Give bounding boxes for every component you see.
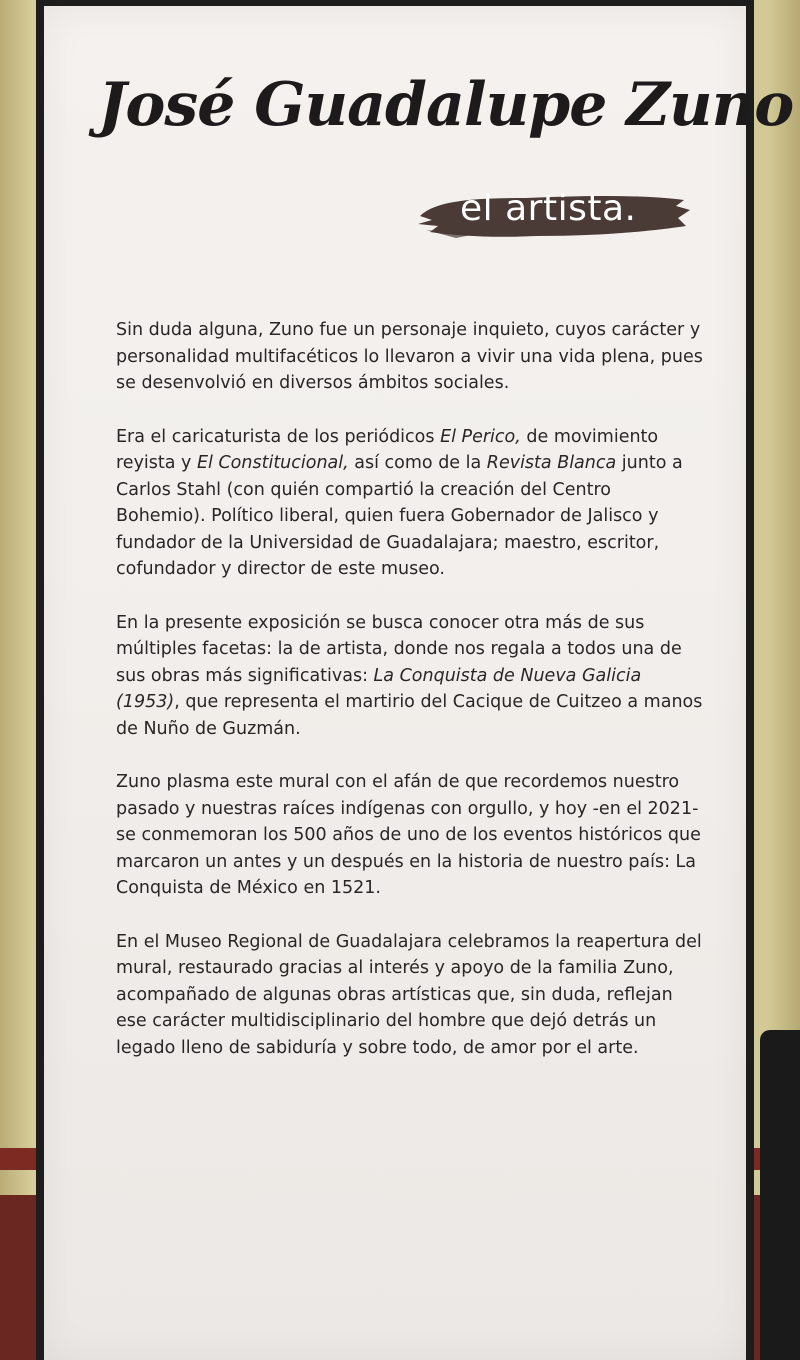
p2-el-perico: El Perico, [440,426,521,447]
p2-revista-blanca: Revista Blanca [486,453,617,473]
banner-subtitle: el artista. [460,188,637,229]
paragraph-4: Zuno plasma este mural con el afán de que recordemos nuestro pasado y nuestras raíces indígenas con orgullo, y hoy -en el 2021- se conmemoran los 500 años de uno de los eventos históricos que marcaron un antes y un después en la historia de nuestro país: La Conquista de México en 1521. [116,772,701,898]
p2-text: Era el caricaturista de los periódicos [116,426,441,447]
paragraph-3 [116,610,706,743]
p3-text: , que representa el martirio del Cacique de Cuitzeo a manos de Nuño de Guzmán. [116,692,703,739]
p2-text: de movimiento reyista y [116,426,659,473]
chair [760,1030,800,1360]
p3-text: En la presente exposición se busca conocer otra más de sus múltiples facetas: la de artista, donde nos regala a todos una de sus obras más significativas: [116,612,682,686]
p2-text: así como de la [348,453,487,473]
paragraph-2 [116,424,706,583]
paragraph-1: Sin duda alguna, Zuno fue un personaje inquieto, cuyos carácter y personalidad multifacéticos lo llevaron a vivir una vida plena, pues se desenvolvió en diversos ámbitos sociales. [116,320,703,393]
panel-body [116,317,706,1088]
p2-text: junto a Carlos Stahl (con quién compartió la creación del Centro Bohemio). Político liberal, quien fuera Gobernador de Jalisco y fundador de la Universidad de Guadalajara; maestro, escritor, cofundador y director de este museo. [116,453,683,579]
paragraph-5: En el Museo Regional de Guadalajara celebramos la reapertura del mural, restaurado gracias al interés y apoyo de la familia Zuno, acompañado de algunas obras artísticas que, sin duda, reflejan ese carácter multidisciplinario del hombre que dejó detrás un legado lleno de sabiduría y sobre todo, de amor por el arte. [116,931,702,1058]
p3-artwork-title: La Conquista de Nueva Galicia (1953) [116,665,642,712]
banner-title: José Guadalupe Zuno [98,70,794,140]
p2-el-constitucional: El Constitucional, [196,453,349,473]
